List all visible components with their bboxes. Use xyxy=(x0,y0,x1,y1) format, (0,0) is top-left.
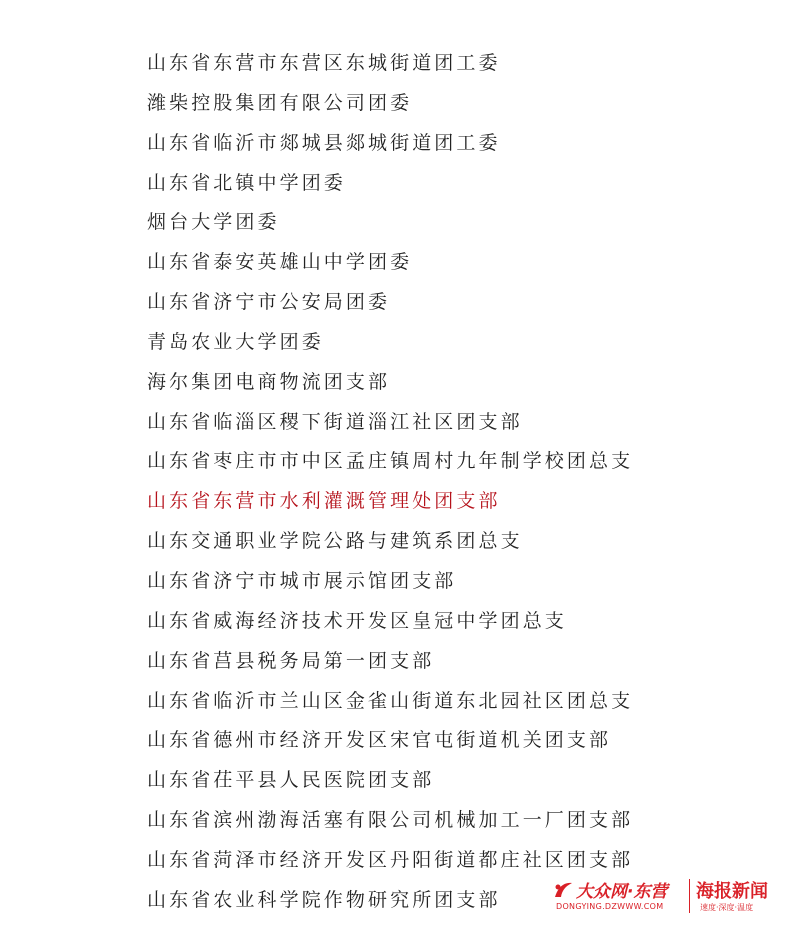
list-item: 山东省莒县税务局第一团支部 xyxy=(147,649,435,672)
dazhong-logo-icon xyxy=(552,879,574,901)
watermark xyxy=(552,877,784,917)
list-item: 青岛农业大学团委 xyxy=(147,330,324,353)
list-item: 山东省济宁市城市展示馆团支部 xyxy=(147,569,457,592)
list-item: 山东省农业科学院作物研究所团支部 xyxy=(147,888,501,911)
list-item: 山东省威海经济技术开发区皇冠中学团总支 xyxy=(147,609,567,632)
watermark-divider xyxy=(689,879,690,913)
list-item-highlighted: 山东省东营市水利灌溉管理处团支部 xyxy=(147,490,501,513)
watermark-brand-block xyxy=(696,877,784,917)
list-item: 潍柴控股集团有限公司团委 xyxy=(147,91,413,114)
watermark-brand: 海报新闻 xyxy=(696,881,768,902)
list-item: 山东省德州市经济开发区宋官屯街道机关团支部 xyxy=(147,729,612,752)
list-item: 山东交通职业学院公路与建筑系团总支 xyxy=(147,530,523,553)
watermark-slogan: 速度·深度·温度 xyxy=(700,903,754,912)
list-item: 山东省临沂市兰山区金雀山街道东北园社区团总支 xyxy=(147,689,634,712)
watermark-site-url: DONGYING.DZWWW.COM xyxy=(556,902,664,911)
list-item: 山东省枣庄市市中区孟庄镇周村九年制学校团总支 xyxy=(147,450,634,473)
list-item: 山东省东营市东营区东城街道团工委 xyxy=(147,52,501,74)
list-item: 山东省菏泽市经济开发区丹阳街道都庄社区团支部 xyxy=(147,848,634,871)
list-item: 山东省临沂市郯城县郯城街道团工委 xyxy=(147,131,501,154)
list-item: 烟台大学团委 xyxy=(147,211,280,234)
list-item: 山东省泰安英雄山中学团委 xyxy=(147,251,413,274)
list-item: 海尔集团电商物流团支部 xyxy=(147,370,391,393)
list-item: 山东省滨州渤海活塞有限公司机械加工一厂团支部 xyxy=(147,809,634,832)
organization-list xyxy=(147,44,633,921)
list-item: 山东省茌平县人民医院团支部 xyxy=(147,769,435,792)
list-item: 山东省临淄区稷下街道淄江社区团支部 xyxy=(147,410,523,433)
watermark-site-name: 大众网·东营 xyxy=(576,882,668,902)
watermark-site xyxy=(552,877,684,917)
list-item: 山东省北镇中学团委 xyxy=(147,171,346,194)
list-item: 山东省济宁市公安局团委 xyxy=(147,291,391,314)
